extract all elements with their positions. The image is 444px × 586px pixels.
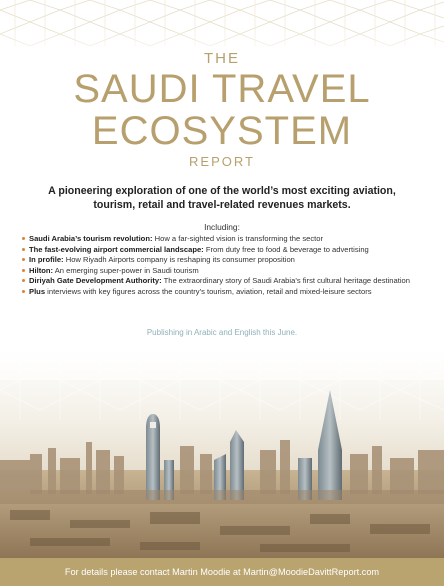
contact-footer: For details please contact Martin Moodie at Martin@MoodieDavittReport.com xyxy=(0,558,444,586)
list-item-bold: In profile: xyxy=(29,255,64,264)
bullet-dot-icon xyxy=(22,248,25,251)
list-item xyxy=(22,266,422,276)
bullet-dot-icon xyxy=(22,290,25,293)
list-item-text: interviews with key figures across the country’s tourism, aviation, retail and mixed-leisure sectors xyxy=(45,286,372,296)
list-item-bold: The fast-evolving airport commercial landscape: xyxy=(29,244,204,254)
title-line-2: ECOSYSTEM xyxy=(91,109,353,153)
list-item-text: How Riyadh Airports company is reshaping its consumer proposition xyxy=(63,255,295,264)
title-line-1: SAUDI TRAVEL xyxy=(73,67,371,111)
list-item xyxy=(22,245,422,255)
bullet-dot-icon xyxy=(22,258,25,261)
list-item-text: How a far-sighted vision is transforming the sector xyxy=(152,234,324,243)
including-label: Including: xyxy=(204,222,240,232)
report-title xyxy=(0,50,444,170)
riyadh-skyline-image xyxy=(0,350,444,558)
list-item xyxy=(22,255,422,265)
list-item-text: An emerging super-power in Saudi tourism xyxy=(53,265,199,275)
list-item xyxy=(22,234,422,244)
list-item-text: From duty free to food & beverage to advertising xyxy=(203,244,369,254)
list-item-bold: Plus xyxy=(29,286,46,296)
list-item xyxy=(22,276,422,286)
bullet-dot-icon xyxy=(22,279,25,282)
list-item-bold: Hilton: xyxy=(29,265,54,275)
feature-list xyxy=(22,234,422,297)
list-item-bold: Saudi Arabia’s tourism revolution: xyxy=(29,234,153,243)
title-report: REPORT xyxy=(189,154,255,169)
publishing-note: Publishing in Arabic and English this June. xyxy=(146,328,298,337)
list-item-bold: Diriyah Gate Development Authority: xyxy=(29,276,162,285)
lead-paragraph: A pioneering exploration of one of the world’s most exciting aviation, tourism, retail and travel-related revenues markets. xyxy=(48,185,396,211)
bullet-dot-icon xyxy=(22,269,25,272)
bullet-dot-icon xyxy=(22,237,25,240)
list-item xyxy=(22,287,422,297)
title-the: THE xyxy=(204,50,240,67)
list-item-text: The extraordinary story of Saudi Arabia’s first cultural heritage destination xyxy=(161,276,410,285)
